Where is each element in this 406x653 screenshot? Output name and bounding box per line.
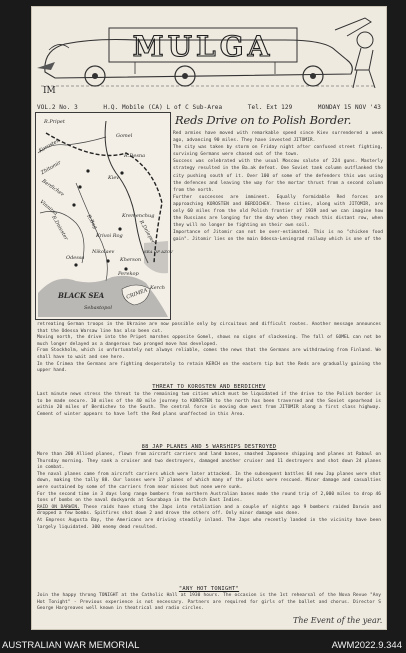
map-label-zhitomir: Zhitomir (39, 159, 63, 177)
map-label-kremenchug: Kremenchug (122, 213, 155, 219)
story1-para: retreating German troops in the Ukraine are now possible only by circuitous and difficult routes. Another message announces that the Odessa Warsaw line has also been cut. (37, 322, 381, 334)
story4-para: Join the happy throng TONIGHT at the Catholic Hall at 1930 hours. The occasion is the 1st rehearsal of the Nova Revue "Any Hot Tonight" - Previous experience is not necessary. Partners are required for girls of the ballet and chorus. Director S George Hargreaves well known in theatrical and radio circles. (37, 593, 381, 612)
story4-heading: "ANY HOT TONIGHT" (178, 586, 240, 592)
story1-para: In the Crimea the Germans are fighting desperately to retain KERCH on the eastern tip but the Reds are gradually gaining the upper hand. (37, 361, 381, 374)
map-label-perekop: Perekop (118, 271, 139, 277)
story2-para: Last minute news stress the threat to the remaining two cities which must be liquidated if the drive to the Polish border is to be made secure. 10 miles of the 40 mile journey to KOROSTEN to the north has been traversed and the Soviet spearhead is within 20 miles of Berdichev to the South. The central force is moving due west from JITOMIR along a first class highway. Cement of winter appears to have left the Red plans unaffected in this Area. (37, 392, 381, 417)
map-label-dniester: R.Dniester (50, 214, 69, 242)
story3-body (37, 452, 381, 531)
story1-col-para: Success was celebrated with the usual Moscow salute of 224 guns. Masterly strategy resulted in the Ba.ak defeat. One Soviet tank column outflanked the city pushing south of it. Over 100 of some of the defenders this was using the defences and leaving the way for the mortar thrust from a second column from the north. (173, 159, 383, 193)
handwritten-note: The Event of the year. (293, 616, 383, 625)
map-label-berdichev: Berdichev (40, 178, 66, 198)
telephone: Tel. Ext 129 (247, 104, 293, 111)
raid-text: These raids have stung the Japs into retaliation and a couple of nights ago 9 bombers raided Darwin and dropped a few bombs. Spitfires shot down 2 and drove the others off. Only minor damage was done. (37, 504, 381, 517)
masthead-title: MULGA (132, 30, 274, 63)
map-label-bug: R.Bug (85, 213, 99, 231)
map-label-dnieper: R.Dnieper (137, 219, 156, 245)
map-label-nikolaev: Nikolaev (92, 249, 115, 255)
story3-para: The naval planes came from aircraft carriers which were later attacked. In the subsequent battles 64 new Jap planes were shot down, making the tally 88. Our losses were 17 planes of which many of the pilots were rescued. Minor damage and casualties were sustained by some of the carriers from near misses but none were sunk. (37, 471, 381, 490)
story3-para: For the second time in 3 days long range bombers from northern Australian bases made the round trip of 2,000 miles to drop 46 tons of bombs on the naval dockyards at Sourabaya in the Dutch East Indies. (37, 491, 381, 504)
story3-para: At Empress Augusta Bay, the Americans are driving steadily inland. The Japs who recently landed in the vicinity have been largely liquidated. 300 enemy dead resulted. (37, 517, 381, 530)
map-label-vinnitsa: Vinnitsa (38, 199, 59, 217)
archive-accession-number: AWM2022.9.344 (331, 640, 402, 651)
front-map (35, 112, 171, 320)
story1-continuation (37, 322, 381, 375)
story1-col-para: The city was taken by storm on Friday night after confused street fighting, surviving Germans were chased out of the town. (173, 145, 383, 158)
im-mark: IM (43, 86, 56, 96)
map-label-black-sea: BLACK SEA (58, 291, 105, 300)
map-label-crimea: CRIMEA (125, 287, 149, 301)
raid-heading: RAID ON DARWIN. (37, 504, 80, 510)
map-label-kerch: Kerch (150, 285, 165, 291)
story1-col-para: Importance of Jitomir can not be over-estimated. This is no "chicken food gain". Jitomir lies on the main Odessa-Leningrad railway which is one of the (173, 230, 383, 243)
unit-name: H.Q. Mobile (CA) L of C Sub-Area (103, 104, 223, 111)
story1-column (173, 130, 383, 244)
story1-col-para: Red armies have moved with remarkable speed since Kiev surrendered a week ago, advancing 90 miles. They have invested JITOMIR. (173, 131, 383, 144)
map-label-desna: R.Desna (124, 153, 146, 159)
story3-raid-para (37, 505, 381, 518)
story3-heading: 88 JAP PLANES AND 5 WARSHIPS DESTROYED (141, 444, 277, 450)
story4-body (37, 593, 381, 613)
map-label-sebastopol: Sebastopol (84, 305, 112, 311)
issue-info-line (37, 104, 381, 111)
main-headline: Reds Drive on to Polish Border. (175, 113, 352, 127)
map-label-odessa: Odessa (66, 255, 85, 261)
map-label-korosten: Korosten (38, 137, 61, 155)
story2-heading: THREAT TO KOROSTEN AND BERDICHEV (152, 384, 266, 390)
map-label-kiev: Kiev (108, 175, 120, 181)
map-label-azov: SEA OF AZOV (144, 249, 173, 254)
story3-para: More than 200 Allied planes, flown from aircraft carriers and land bases, smashed Japanese shipping and planes at Rabaul on Thursday morning. They sank a cruiser and two destroyers, damaged another cruiser and 11 destroyers and shot down 24 planes in combat. (37, 452, 381, 471)
map-label-krivoi-rog: Krivoi Rog (96, 233, 123, 239)
map-label-kherson: Kherson (120, 257, 142, 263)
volume-number: VOL.2 No. 3 (37, 104, 78, 111)
masthead-illustration (35, 10, 383, 96)
archive-credit: AUSTRALIAN WAR MEMORIAL (2, 640, 140, 651)
story1-col-para: Further successes are imminent. Equally formidable Red forces are approaching KOROSTEN and BERDICHEV. These cities, along with JITOMIR, are only 60 miles from the old Polish frontier of 1939 and we can imagine how the Russians are longing for the day when they reach this distant row, when they will no longer be fighting on their own soil. (173, 194, 383, 229)
story2-body (37, 392, 381, 418)
newsletter-sheet (31, 6, 387, 630)
map-label-gomel: Gomel (116, 133, 133, 139)
archive-footer (0, 638, 406, 653)
issue-date: MONDAY 15 NOV '43 (317, 104, 381, 111)
story1-para: From Stockholm, which is unfortunately not always reliable, comes the news that the Germans are withdrawing from Finland. We shall have to wait and see here. (37, 348, 381, 360)
story1-para: Moving north, the drive into the Pripet marshes opposite Gomel, shows no signs of slackening. The fall of GOMEL can not be much longer delayed as a dangerous two pronged move has developed. (37, 335, 381, 347)
map-label-pripet: R.Pripet (44, 119, 65, 125)
